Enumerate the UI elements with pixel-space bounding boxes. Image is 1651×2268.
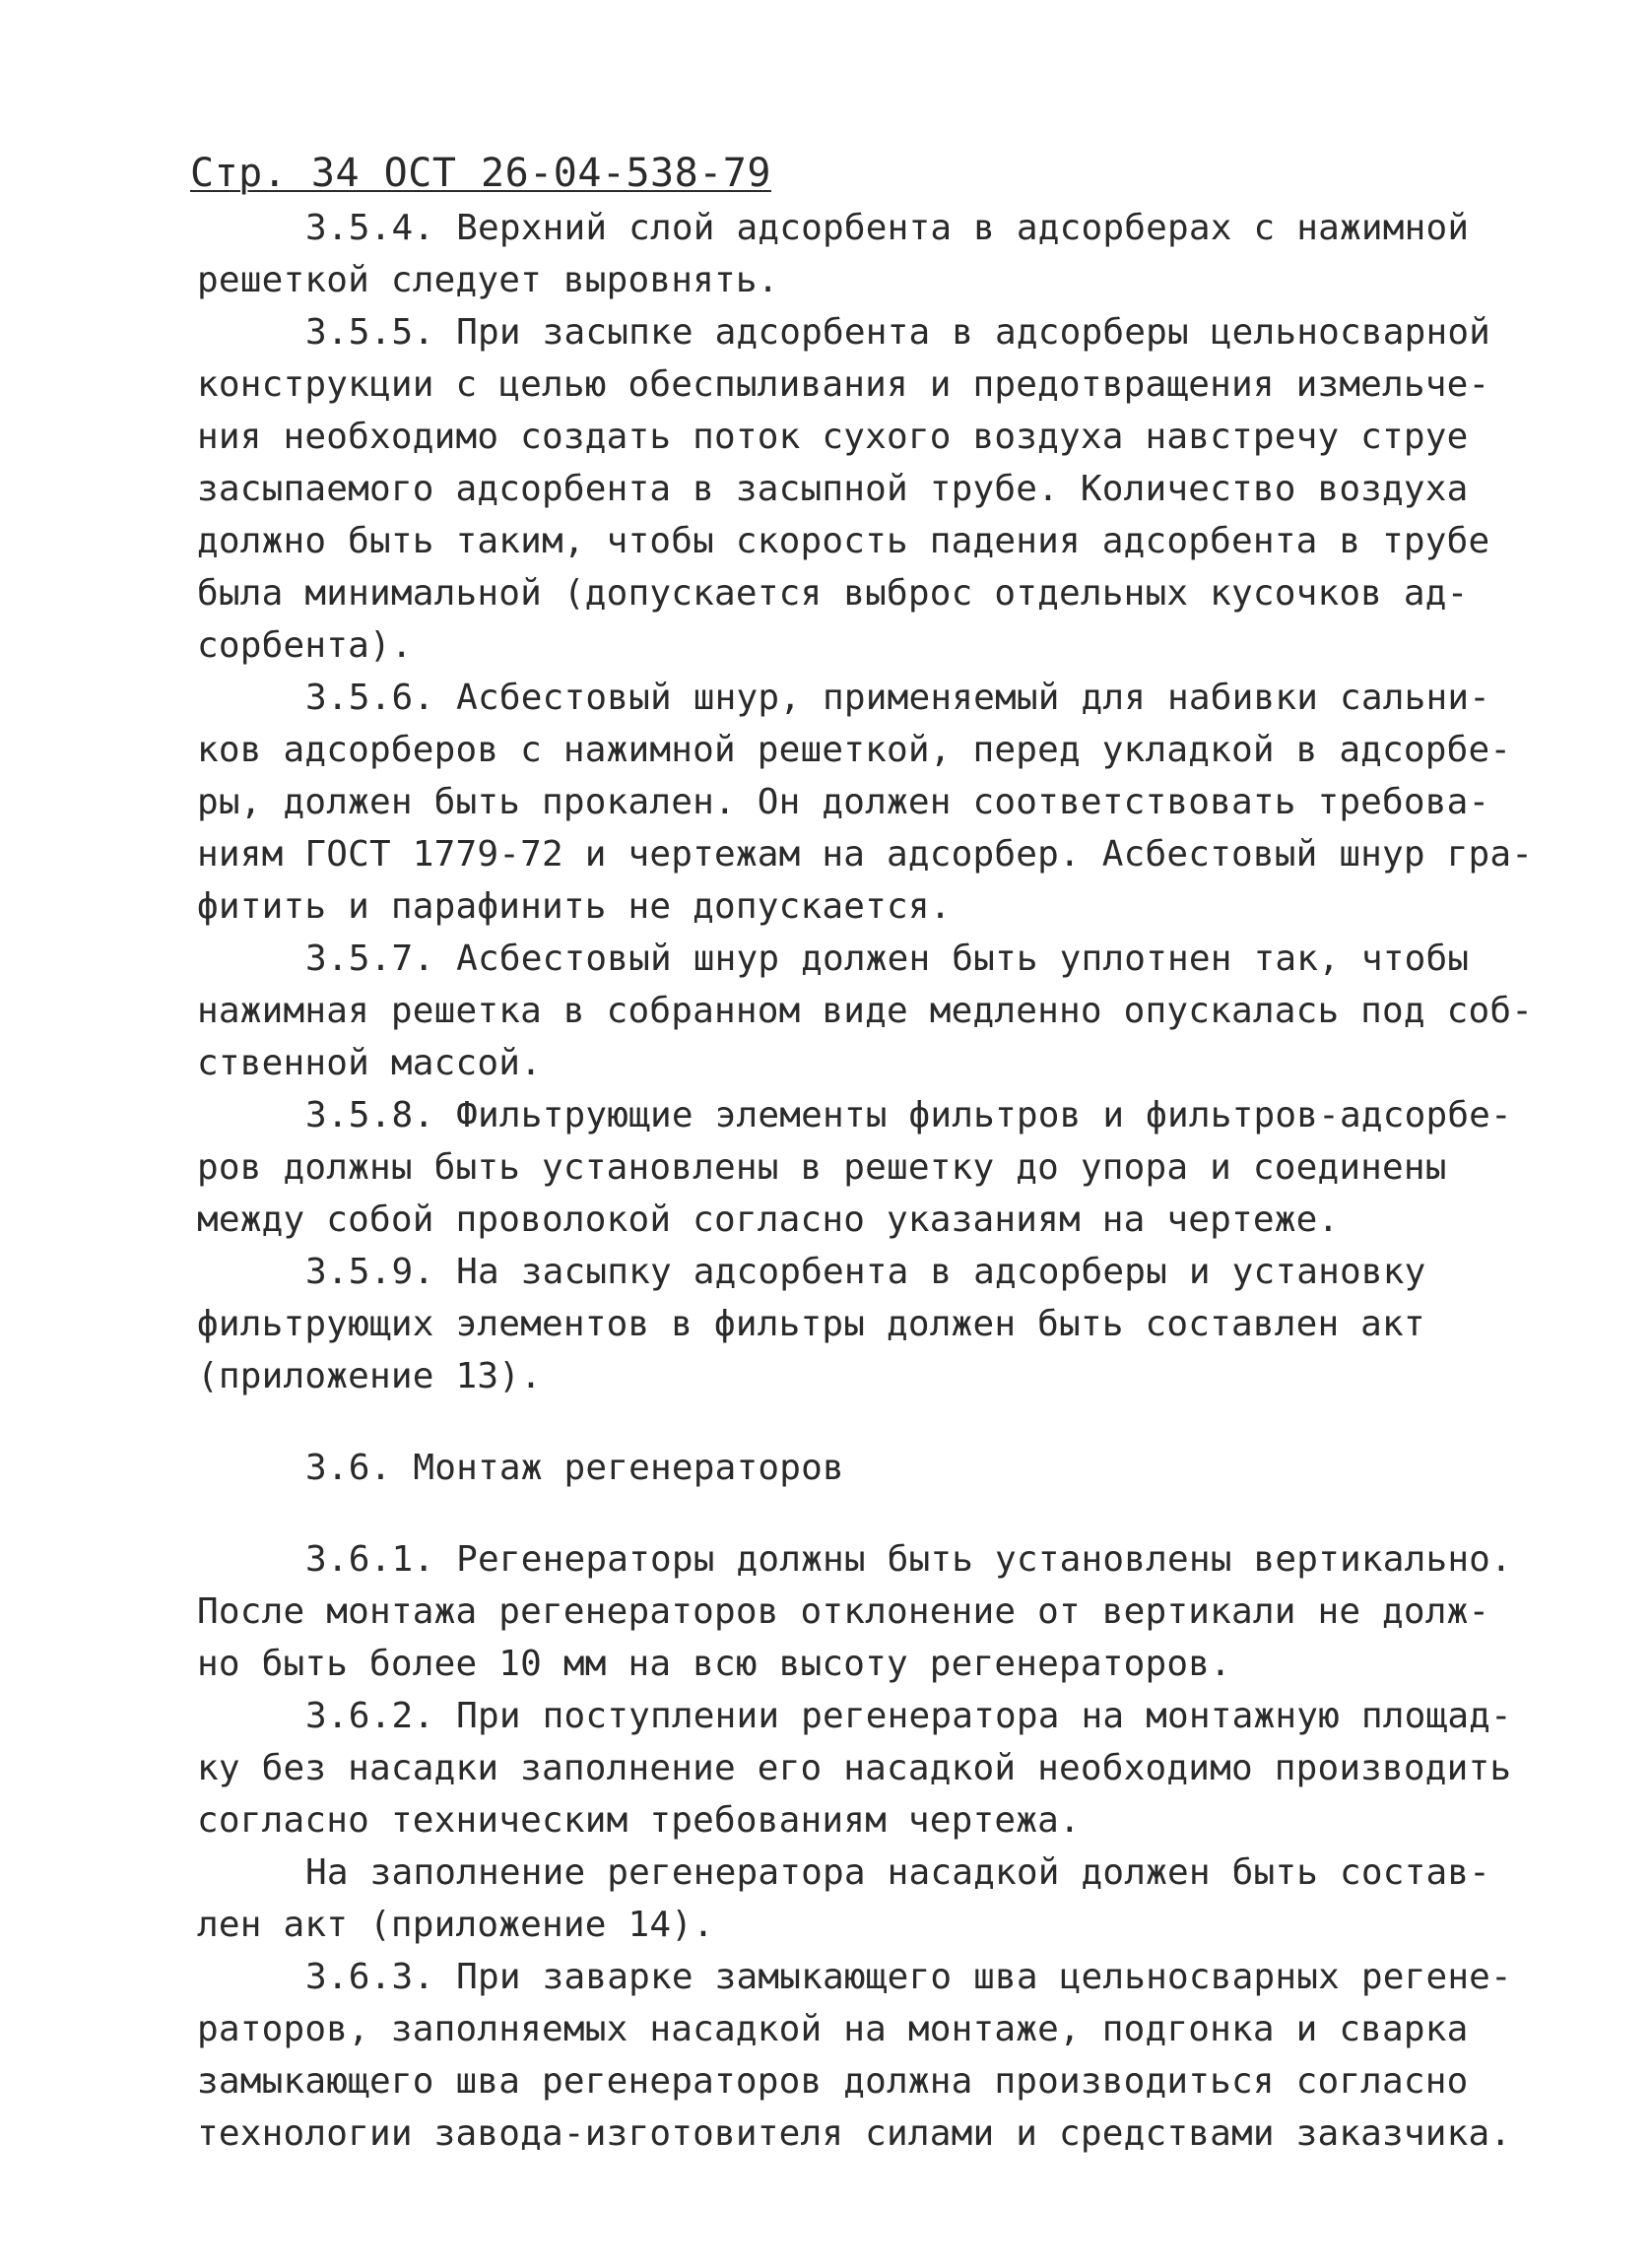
text-line: 3.5.8. Фильтрующие элементы фильтров и фильтров-адсорбе- (305, 1095, 1512, 1135)
text-line: 3.6.3. При заварке замыкающего шва цельносварных регене- (305, 1957, 1512, 1997)
spacer (197, 1494, 1478, 1533)
text-line: сорбента). (197, 625, 413, 666)
text-line: На заполнение регенератора насадкой должен быть состав- (305, 1852, 1491, 1893)
text-line: решеткой следует выровнять. (197, 260, 779, 300)
text-line: 3.6.2. При поступлении регенератора на монтажную площад- (305, 1696, 1512, 1736)
text-line: конструкции с целью обеспыливания и предотвращения измельче- (197, 364, 1490, 405)
text-line: между собой проволокой согласно указаниям на чертеже. (197, 1199, 1340, 1240)
text-line: была минимальной (допускается выброс отдельных кусочков ад- (197, 573, 1469, 614)
text-line: ку без насадки заполнение его насадкой необходимо производить (197, 1748, 1512, 1788)
text-line: 3.6.1. Регенераторы должны быть установлены вертикально. (305, 1539, 1512, 1580)
text-line: замыкающего шва регенераторов должна производиться согласно (197, 2061, 1469, 2102)
document-body (197, 202, 1534, 2160)
text-line: ры, должен быть прокален. Он должен соответствовать требова- (197, 782, 1490, 822)
text-line: ков адсорберов с нажимной решеткой, перед укладкой в адсорбе- (197, 730, 1512, 770)
text-line: технологии завода-изготовителя силами и средствами заказчика. (197, 2113, 1512, 2154)
text-line: ния необходимо создать поток сухого воздуха навстречу струе (197, 417, 1469, 457)
text-line: фитить и парафинить не допускается. (197, 886, 952, 927)
text-line: ниям ГОСТ 1779-72 и чертежам на адсорбер. Асбестовый шнур гра- (197, 834, 1534, 875)
text-line: должно быть таким, чтобы скорость падения адсорбента в трубе (197, 521, 1490, 561)
text-line: засыпаемого адсорбента в засыпной трубе. Количество воздуха (197, 469, 1469, 509)
text-line: После монтажа регенераторов отклонение от вертикали не долж- (197, 1591, 1490, 1632)
text-line: (приложение 13). (197, 1356, 542, 1396)
text-line: фильтрующих элементов в фильтры должен быть составлен акт (197, 1304, 1425, 1344)
text-line: но быть более 10 мм на всю высоту регенераторов. (197, 1644, 1231, 1684)
text-line: ственной массой. (197, 1043, 542, 1083)
text-line: 3.5.5. При засыпке адсорбента в адсорберы цельносварной (305, 312, 1491, 353)
text-line: согласно техническим требованиям чертежа. (197, 1800, 1081, 1841)
text-line: 3.5.4. Верхний слой адсорбента в адсорберах с нажимной (305, 208, 1470, 248)
text-line: нажимная решетка в собранном виде медленно опускалась под соб- (197, 991, 1534, 1031)
text-line: 3.5.7. Асбестовый шнур должен быть уплотнен так, чтобы (305, 939, 1470, 979)
text-line: раторов, заполняемых насадкой на монтаже, подгонка и сварка (197, 2009, 1469, 2049)
section-heading: 3.6. Монтаж регенераторов (305, 1448, 844, 1488)
text-line: 3.5.6. Асбестовый шнур, применяемый для набивки сальни- (305, 678, 1491, 718)
page-header: Стр. 34 ОСТ 26-04-538-79 (190, 151, 771, 196)
spacer (197, 1402, 1478, 1442)
text-line: лен акт (приложение 14). (197, 1905, 714, 1945)
text-line: 3.5.9. На засыпку адсорбента в адсорберы и установку (305, 1252, 1426, 1292)
text-line: ров должны быть установлены в решетку до упора и соединены (197, 1147, 1447, 1188)
